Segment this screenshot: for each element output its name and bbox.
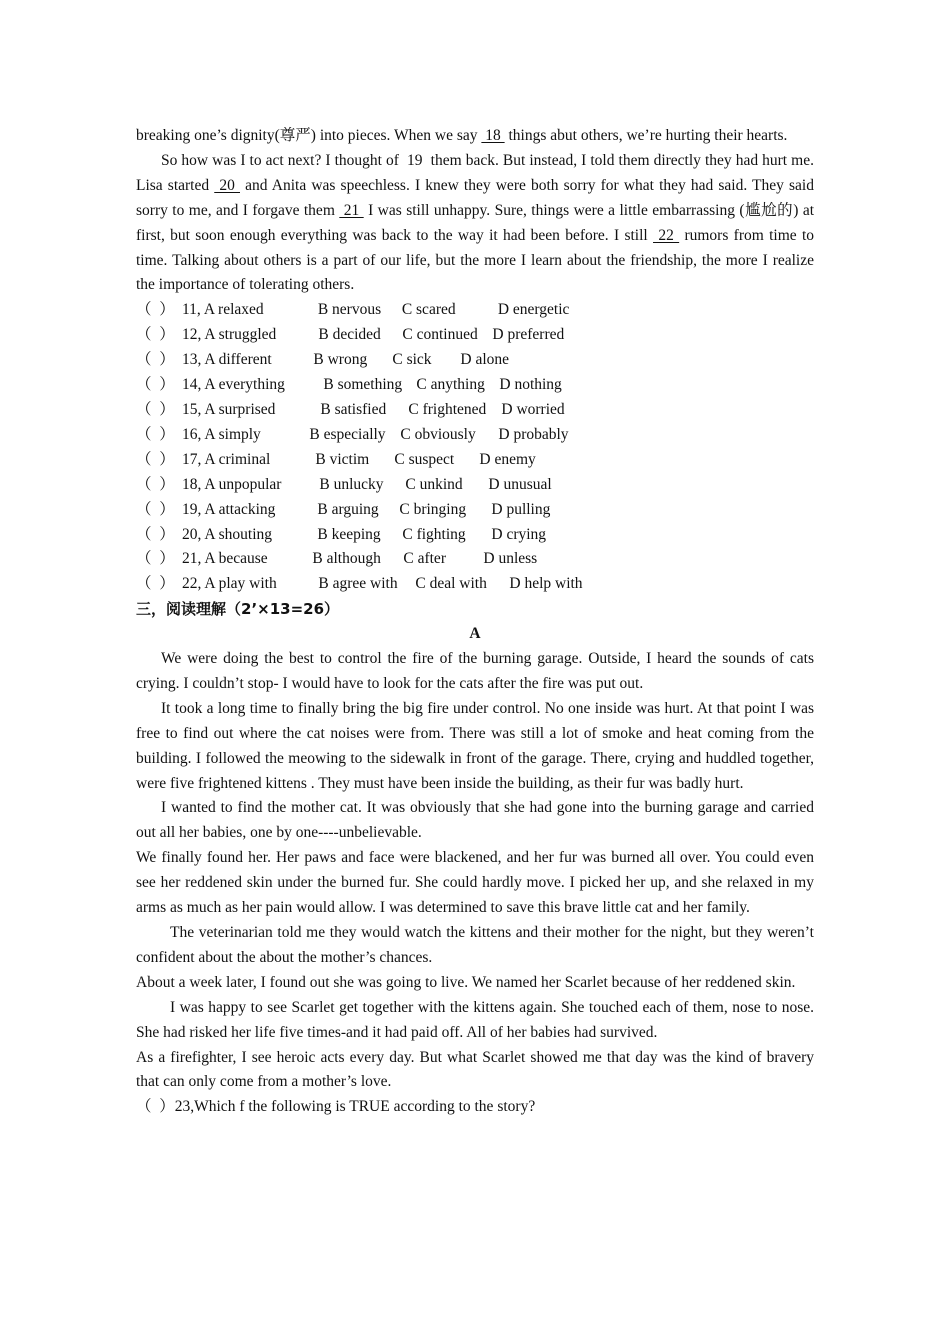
option-a: A simply [201,425,261,443]
question-number: 11, [182,301,201,319]
option-d: D crying [491,525,547,543]
option-b: B something [323,376,403,394]
option-b: B agree with [318,575,398,593]
option-d: D help with [509,575,583,593]
option-a: A because [201,550,268,568]
option-d: D unusual [488,475,552,493]
option-c: C scared [401,301,456,319]
answer-parens[interactable]: （ ） [136,425,175,443]
option-b: B victim [315,450,370,468]
question-number: 21, [182,550,202,568]
option-a: A different [201,351,272,369]
question-row [136,373,814,398]
answer-parens[interactable]: （ ） [136,500,175,518]
option-c: C bringing [399,500,467,518]
option-d: D alone [460,351,510,369]
option-a: A unpopular [201,475,282,493]
option-d: D preferred [492,326,565,344]
passage-a-paragraph-1: We were doing the best to control the fire of the burning garage. Outside, I heard the sounds of cats crying. I couldn’t stop- I would have to look for the cats after the fire was put out. [136,650,814,692]
option-d: D enemy [479,450,536,468]
passage-a-paragraph-7: I was happy to see Scarlet get together with the kittens again. She touched each of them, nose to nose. She had risked her life five times-and it had paid off. All of her babies had survived. [136,998,814,1041]
answer-parens[interactable]: （ ） [136,550,175,568]
answer-parens[interactable]: （ ） [136,351,175,369]
document-page [136,124,814,1120]
option-c: C sick [392,351,432,369]
option-a: A shouting [201,525,273,543]
option-c: C deal with [415,575,487,593]
question-number: 19, [182,500,202,518]
option-b: B nervous [317,301,382,319]
option-b: B decided [318,326,381,344]
question-number: 13, [182,351,202,369]
answer-parens[interactable]: （ ） [136,575,175,593]
question-number: 20, [182,525,202,543]
question-row [136,547,814,572]
option-d: D pulling [491,500,551,518]
question-number: 18, [182,475,202,493]
passage-a-paragraph-6: About a week later, I found out she was going to live. We named her Scarlet because of her reddened skin. [136,973,796,991]
blank-19: 19 [402,151,427,169]
answer-parens[interactable]: （ ） [136,400,175,418]
option-c: C unkind [405,475,463,493]
question-number: 16, [182,425,202,443]
option-b: B satisfied [320,400,387,418]
question-row [136,523,814,548]
question-number: 17, [182,450,202,468]
question-number: 15, [182,400,202,418]
question-row [136,298,814,323]
question-number: 12, [182,326,202,344]
option-c: C continued [402,326,478,344]
section-title: 三，阅读理解（2’×13=26） [136,600,340,619]
passage-a-paragraph-5: The veterinarian told me they would watch the kittens and their mother for the night, but they weren’t confident about the about the mother’s chances. [136,924,814,966]
passage-paragraph-end: breaking one’s dignity(尊严) into pieces. When we say 18 things abut others, we’re hurting their hearts. [136,127,788,144]
option-b: B especially [309,425,386,443]
question-row [136,423,814,448]
option-a: A struggled [201,326,277,344]
option-b: B wrong [313,351,368,369]
question-row [136,348,814,373]
answer-parens[interactable]: （ ） [136,525,175,543]
option-c: C anything [416,376,485,394]
option-a: A play with [201,575,277,593]
option-d: D energetic [497,301,570,319]
question-row [136,572,814,597]
option-c: C obviously [400,425,476,443]
option-d: D unless [483,550,538,568]
question-number: 14, [182,376,202,394]
passage-paragraph-next: So how was I to act next? I thought of 19 them back. But instead, I told them directly they had hurt me. Lisa started 20 and Anita was speechless. I knew they were both sorry for what they had said. They said sorry to me, and I forgave them 21 I was still unhappy. Sure, things were a little embarrassing (尴尬的) at first, but soon enough everything was back to the way it had been before. I still 22 rumors from time to time. Talking about others is a part of our life, but the more I learn about the friendship, the more I realize the importance of tolerating others. [136,151,815,294]
passage-a-paragraph-2: It took a long time to finally bring the big fire under control. No one inside was hurt. At that point I was free to find out where the cat noises were from. There was still a lot of smoke and heat coming from the building. I followed the meowing to the sidewalk in front of the garage. There, crying and huddled together, were five frightened kittens . They must have been inside the building, as their fur was badly hurt. [136,699,814,792]
question-row [136,448,814,473]
option-c: C suspect [394,450,455,468]
option-b: B although [312,550,381,568]
option-b: B arguing [317,500,379,518]
option-b: B keeping [317,525,381,543]
passage-a-paragraph-4: We finally found her. Her paws and face were blackened, and her fur was burned all over. You could even see her reddened skin under the burned fur. She could hardly move. I picked her up, and she relaxed in my arms as much as her pain would allow. I was determined to save this brave little cat and her family. [136,849,814,917]
question-rows [136,298,814,597]
option-a: A attacking [201,500,276,518]
passage-a-paragraph-3: I wanted to find the mother cat. It was obviously that she had gone into the burning garage and carried out all her babies, one by one----unbelievable. [136,799,814,842]
option-a: A everything [201,376,285,394]
option-a: A relaxed [200,301,264,319]
passage-a-paragraph-8: As a firefighter, I see heroic acts every day. But what Scarlet showed me that day was the kind of bravery that can only come from a mother’s love. [136,1048,814,1091]
option-a: A criminal [201,450,271,468]
blank-20: 20 [214,176,240,194]
answer-parens[interactable]: （ ） [136,475,175,493]
option-b: B unlucky [319,475,384,493]
option-d: D probably [498,425,569,443]
answer-parens[interactable]: （ ） [136,326,175,344]
blank-18: 18 [481,127,505,144]
option-d: D nothing [499,376,562,394]
question-row [136,323,814,348]
blank-21: 21 [339,201,364,219]
passage-label: A [469,625,481,643]
option-c: C after [403,550,446,568]
question-number: 22, [182,575,202,593]
option-c: C frightened [408,400,487,418]
question-row [136,473,814,498]
option-a: A surprised [201,400,276,418]
question-row [136,398,814,423]
answer-parens[interactable]: （ ） [136,450,175,468]
blank-22: 22 [653,226,680,244]
answer-parens[interactable]: （ ） [136,376,175,394]
option-c: C fighting [402,525,466,543]
option-d: D worried [501,400,565,418]
answer-parens[interactable]: （ ） [136,301,175,319]
question-23: （ ）23,Which f the following is TRUE according to the story? [136,1098,536,1116]
question-row [136,498,814,523]
